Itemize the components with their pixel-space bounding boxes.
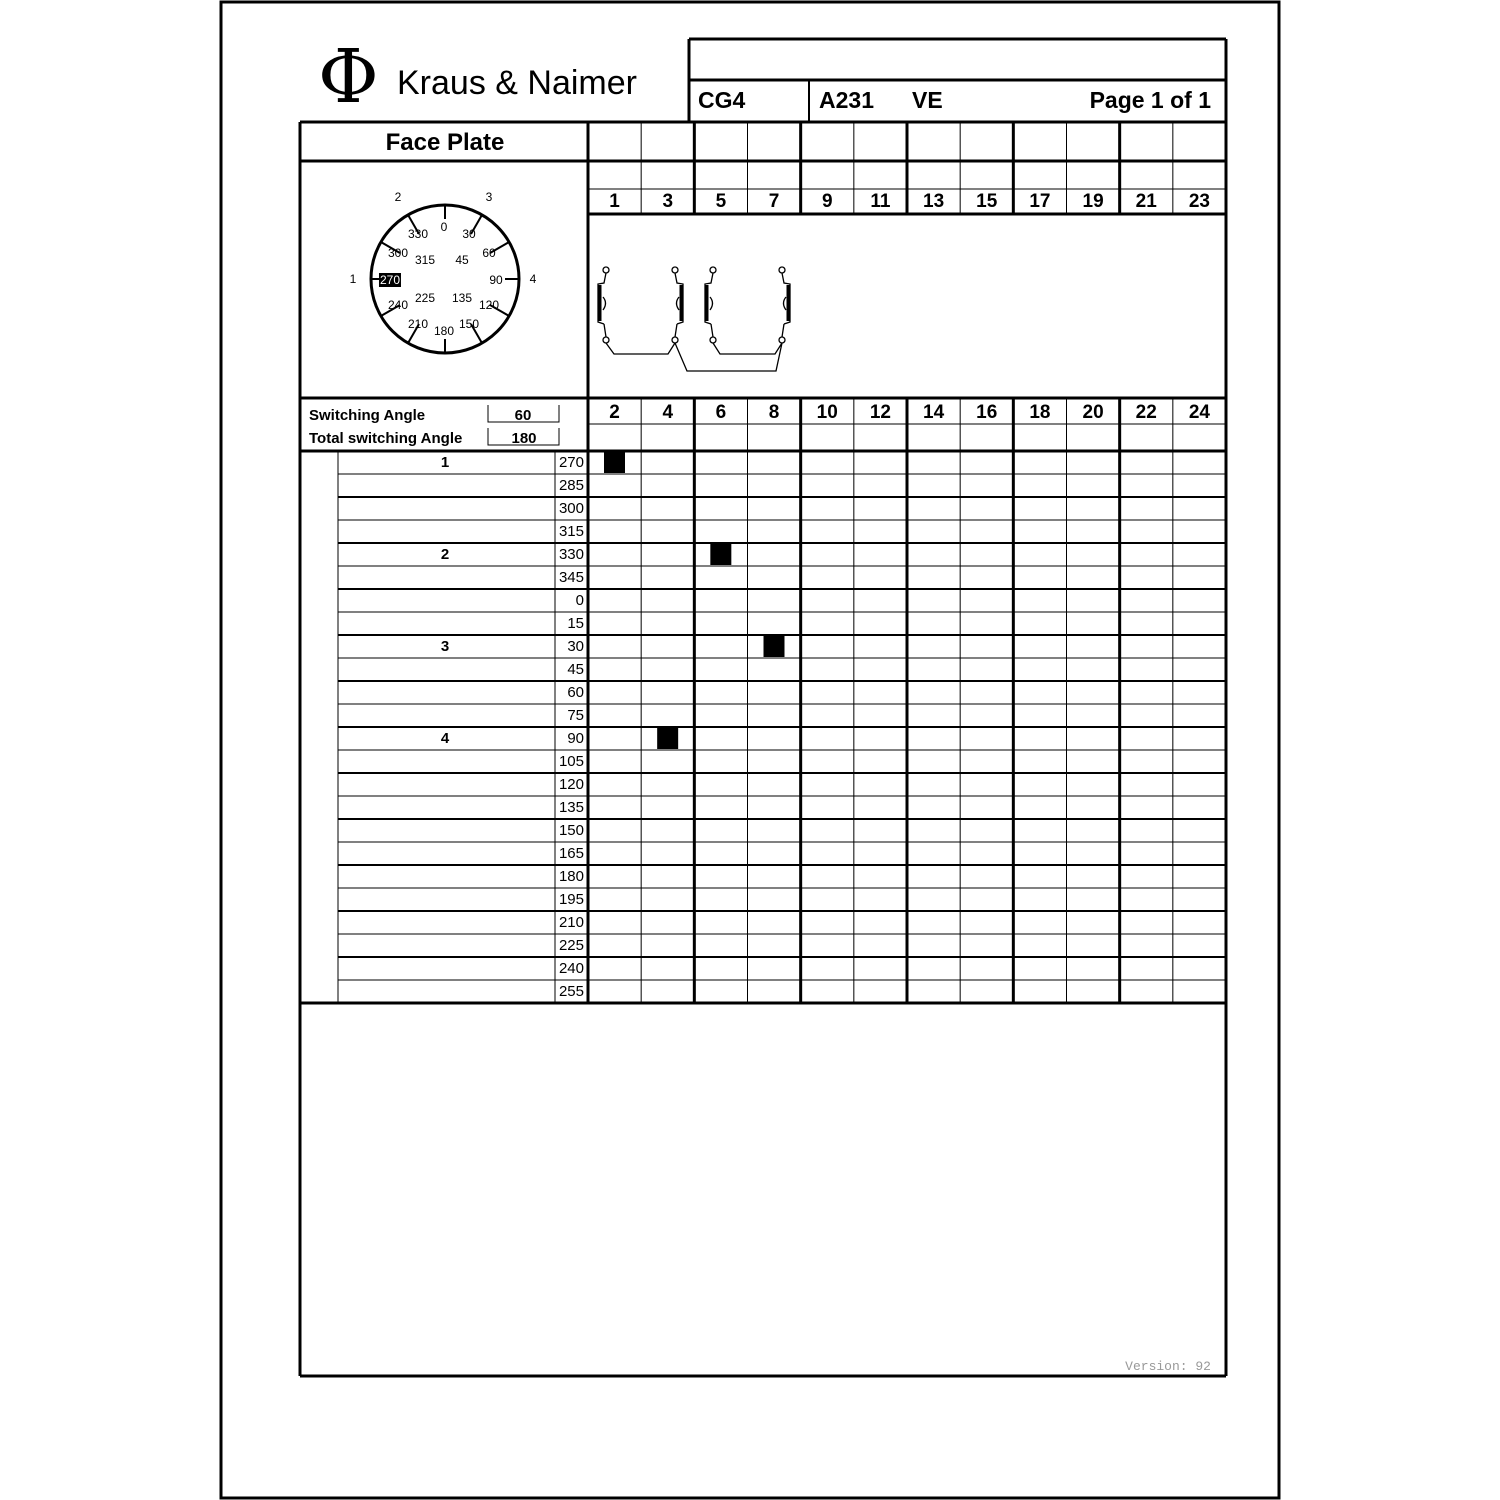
dial-angle-90: 90 — [489, 273, 503, 287]
closed-contact-mark — [764, 636, 785, 657]
row-angle-label: 210 — [558, 914, 584, 931]
dial-position-2: 2 — [394, 190, 402, 204]
terminal-label-bottom: 14 — [923, 402, 945, 423]
terminal-label-bottom: 2 — [609, 402, 620, 423]
article-code: A231 — [819, 87, 874, 113]
terminal-label-top: 11 — [870, 191, 891, 212]
terminal-label-top: 21 — [1135, 191, 1157, 212]
closed-contact-mark — [657, 728, 678, 749]
row-angle-label: 135 — [558, 799, 584, 816]
brand-name: Kraus & Naimer — [397, 64, 637, 102]
dial-angle-300: 300 — [387, 246, 409, 260]
version-label: Version: 92 — [1125, 1359, 1211, 1374]
terminal-grid — [588, 122, 1226, 451]
terminal-label-top: 15 — [976, 191, 998, 212]
dial-angle-150: 150 — [458, 317, 480, 331]
row-angle-label: 345 — [558, 569, 584, 586]
dial-angle-180: 180 — [433, 324, 455, 338]
terminal-label-top: 3 — [662, 191, 674, 212]
row-angle-label: 75 — [567, 707, 584, 724]
total-angle-label: Total switching Angle — [309, 430, 463, 447]
dial-angle-30: 30 — [462, 227, 476, 241]
dial-angle-120: 120 — [478, 298, 500, 312]
terminal-label-top: 7 — [768, 191, 780, 212]
row-angle-label: 240 — [558, 960, 584, 977]
row-position-label: 3 — [440, 638, 450, 655]
dial-angle-0: 0 — [440, 220, 448, 234]
dial-position-4: 4 — [529, 272, 537, 286]
terminal-label-top: 9 — [821, 191, 833, 212]
variant-code: VE — [912, 87, 943, 113]
row-angle-label: 195 — [558, 891, 584, 908]
row-angle-label: 255 — [558, 983, 584, 1000]
row-position-label: 1 — [440, 454, 450, 471]
terminal-label-bottom: 18 — [1029, 402, 1051, 423]
logo-symbol-icon: Φ — [318, 34, 379, 120]
row-angle-label: 330 — [558, 546, 584, 563]
row-angle-label: 15 — [567, 615, 584, 632]
terminal-label-bottom: 20 — [1082, 402, 1104, 423]
dial-position-3: 3 — [485, 190, 493, 204]
terminal-label-bottom: 16 — [976, 402, 998, 423]
row-angle-label: 45 — [567, 661, 584, 678]
row-position-label: 2 — [440, 546, 450, 563]
switching-angle-label: Switching Angle — [309, 407, 426, 424]
terminal-label-top: 1 — [609, 191, 620, 212]
dial-angle-330: 330 — [407, 227, 429, 241]
row-angle-label: 60 — [567, 684, 584, 701]
row-angle-label: 90 — [567, 730, 584, 747]
terminal-label-top: 23 — [1188, 191, 1210, 212]
row-angle-label: 270 — [558, 454, 584, 471]
terminal-label-top: 19 — [1082, 191, 1104, 212]
total-angle-value: 180 — [511, 430, 537, 447]
terminal-label-bottom: 22 — [1135, 402, 1157, 423]
dial-position-1: 1 — [349, 272, 357, 286]
terminal-label-top: 17 — [1029, 191, 1051, 212]
row-angle-label: 225 — [558, 937, 584, 954]
dial-angle-270: 270 — [379, 273, 401, 287]
closed-contact-mark — [604, 452, 625, 473]
terminal-label-bottom: 6 — [715, 402, 727, 423]
dial-angle-225: 225 — [414, 291, 436, 305]
row-angle-label: 30 — [567, 638, 584, 655]
row-angle-label: 105 — [558, 753, 584, 770]
terminal-label-bottom: 12 — [869, 402, 891, 423]
terminal-label-bottom: 24 — [1188, 402, 1210, 423]
terminal-label-bottom: 8 — [768, 402, 780, 423]
terminal-label-top: 5 — [715, 191, 727, 212]
dial-angle-135: 135 — [451, 291, 473, 305]
dial-angle-240: 240 — [387, 298, 409, 312]
model-code: CG4 — [698, 87, 746, 113]
terminal-label-bottom: 4 — [662, 402, 674, 423]
closed-contact-mark — [710, 544, 731, 565]
row-angle-label: 300 — [558, 500, 584, 517]
dial-angle-60: 60 — [482, 246, 496, 260]
terminal-label-bottom: 10 — [816, 402, 838, 423]
terminal-label-top: 13 — [923, 191, 945, 212]
row-angle-label: 150 — [558, 822, 584, 839]
row-angle-label: 285 — [558, 477, 584, 494]
page-indicator: Page 1 of 1 — [1089, 87, 1211, 113]
switching-table-grid — [300, 451, 1226, 1003]
dial-angle-210: 210 — [407, 317, 429, 331]
switching-angle-value: 60 — [514, 407, 532, 424]
dial-angle-45: 45 — [455, 253, 469, 267]
row-angle-label: 165 — [558, 845, 584, 862]
row-angle-label: 180 — [558, 868, 584, 885]
row-angle-label: 120 — [558, 776, 584, 793]
dial-angle-315: 315 — [414, 253, 436, 267]
contact-diagram — [598, 267, 790, 371]
faceplate-title: Face Plate — [385, 129, 505, 156]
row-angle-label: 315 — [558, 523, 584, 540]
row-position-label: 4 — [440, 730, 450, 747]
row-angle-label: 0 — [575, 592, 584, 609]
